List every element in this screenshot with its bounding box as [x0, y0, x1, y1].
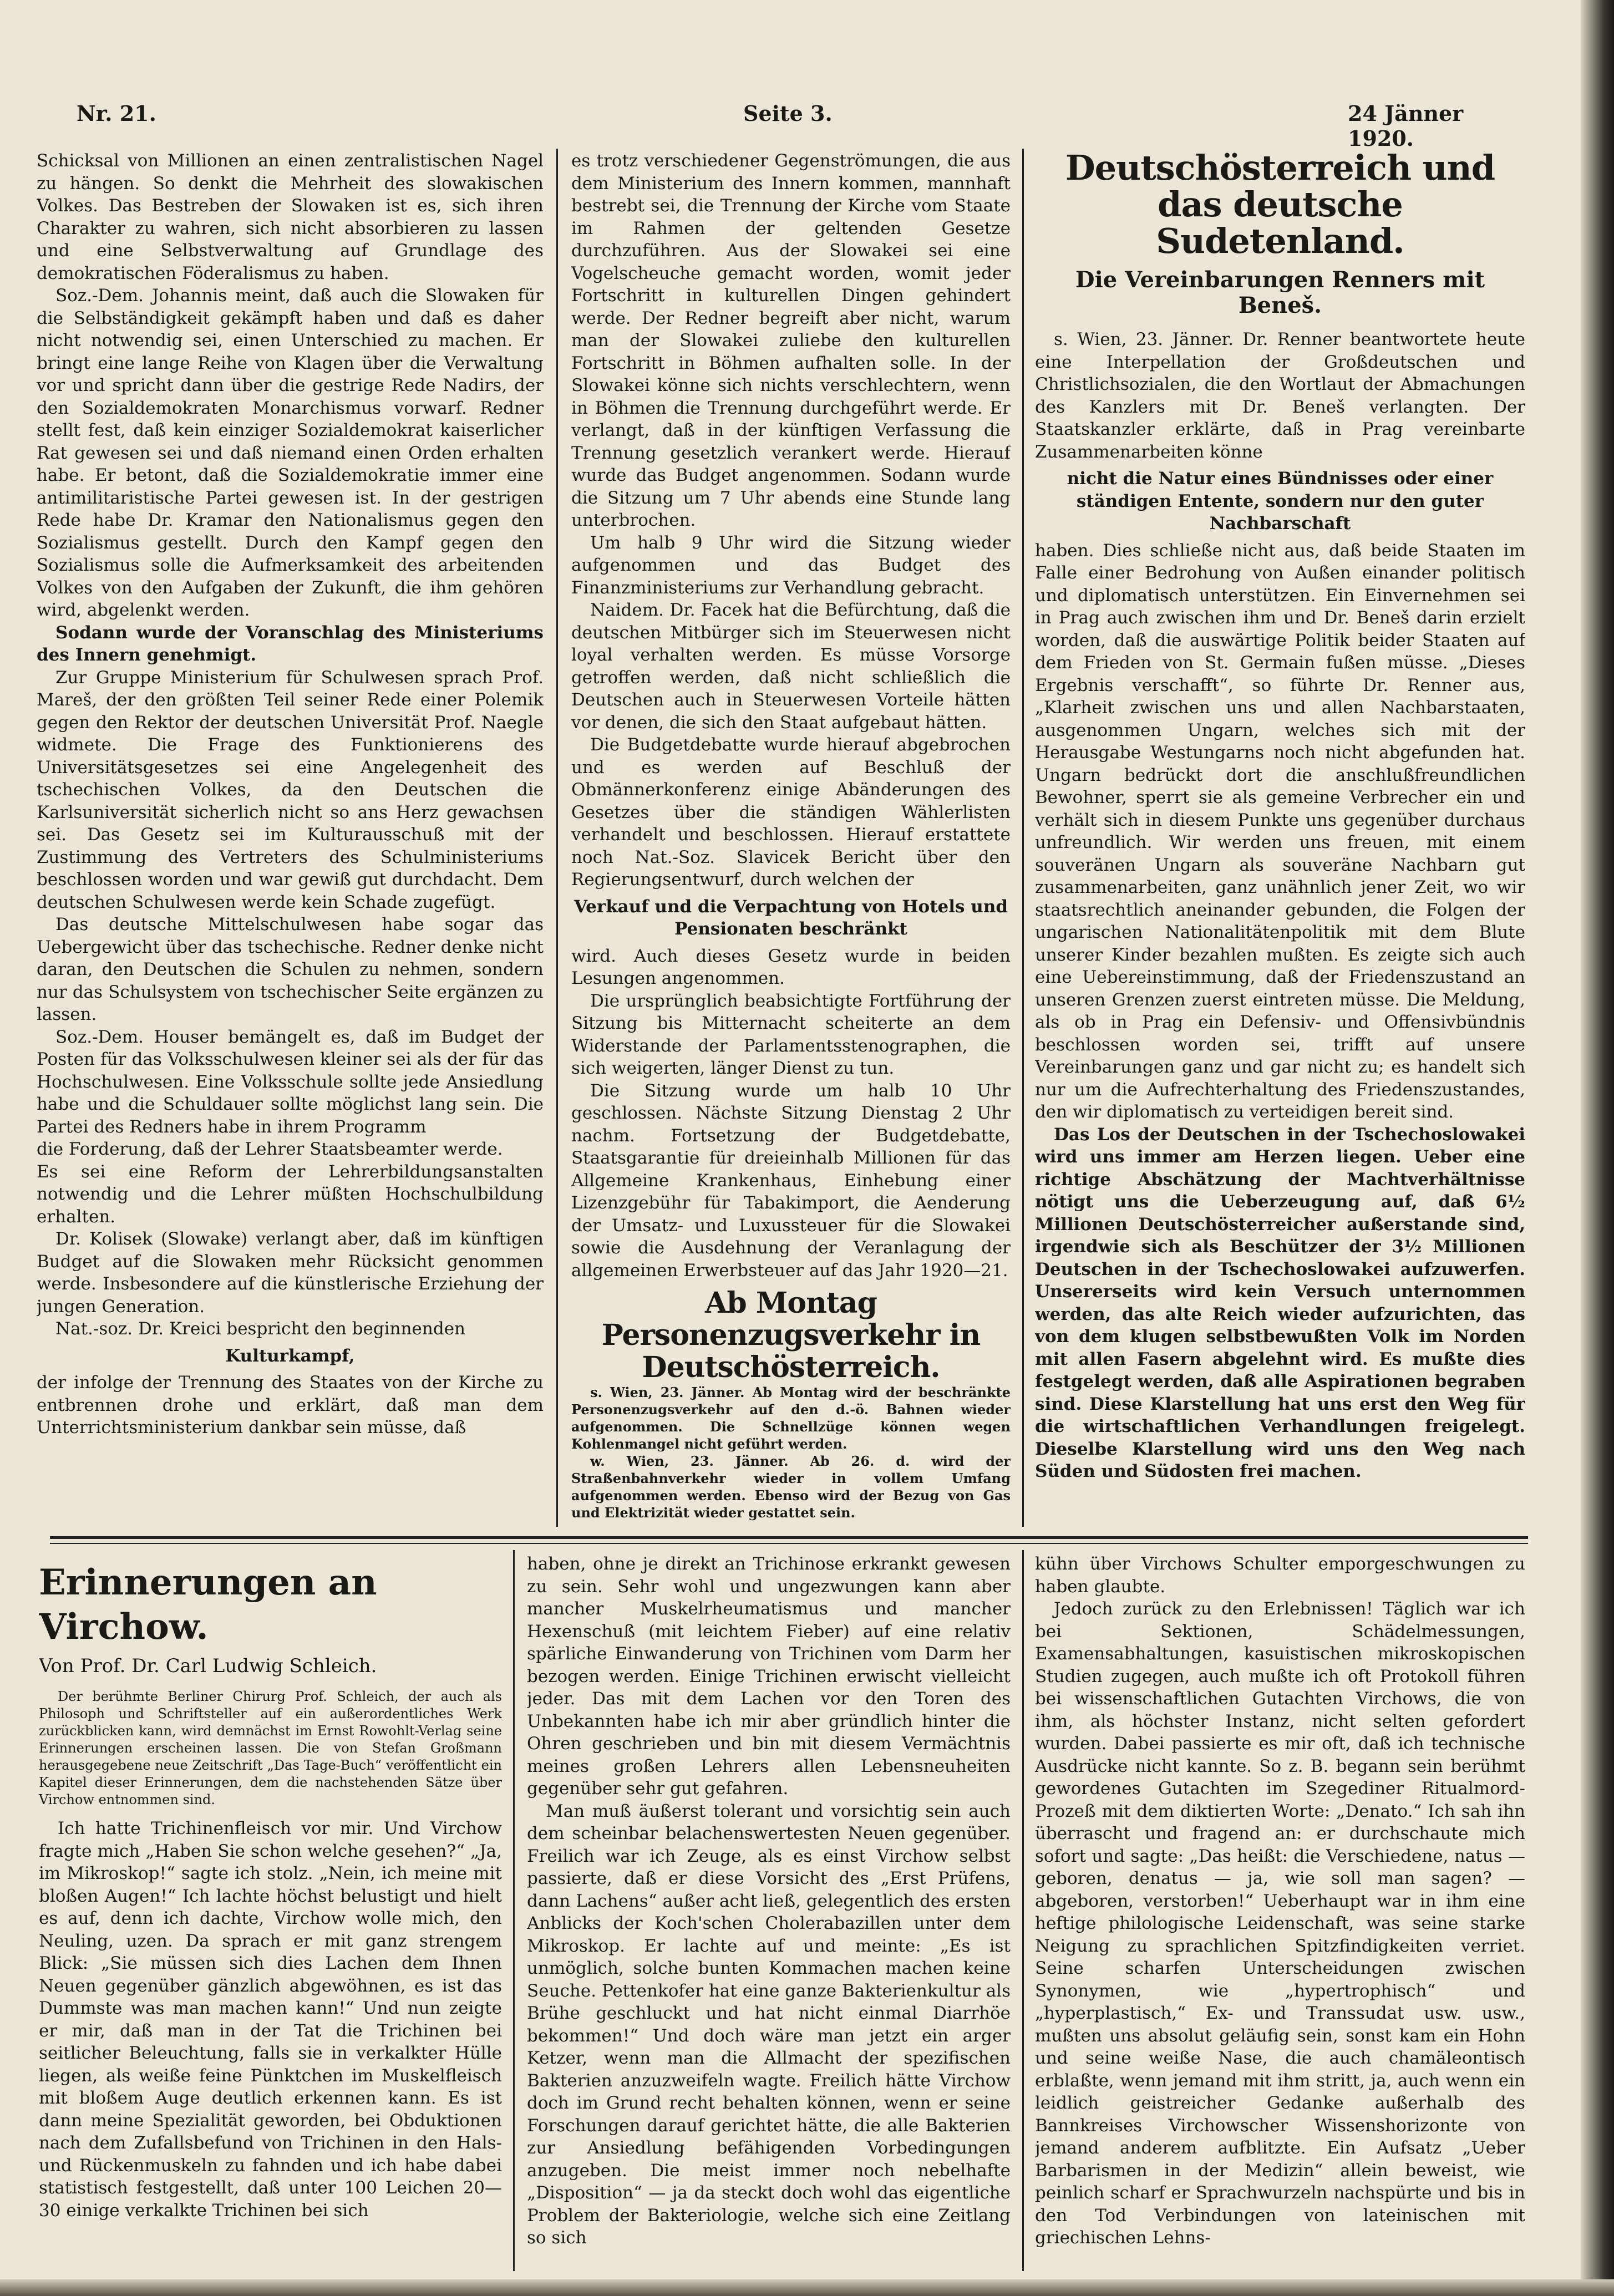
section-divider	[50, 1536, 1528, 1539]
article-paragraph: Um halb 9 Uhr wird die Sitzung wieder aufgenommen und das Budget des Finanzministeriums zur Verhandlung gebracht.	[571, 532, 1011, 598]
feuilleton-column-1	[39, 1553, 502, 2274]
feuilleton-column-2	[527, 1553, 1011, 2274]
article-paragraph: Nat.-soz. Dr. Kreici bespricht den beginnenden	[55, 1319, 466, 1339]
article-paragraph: Zur Gruppe Ministerium für Schulwesen sprach Prof. Mareš, der den größten Teil seiner Rede einer Polemik gegen den Rektor der deutschen Universität Prof. Naegle widmete. Die Frage des Funktionierens des Universitätsgesetzes sei eine Angelegenheit des tschechischen Volkes, da den Deutschen die Karlsuniversität sicherlich nicht so ans Herz gewachsen sei. Das Gesetz sei im Kulturausschuß mit der Zustimmung des Vertreters des Schulministeriums beschlossen worden und war gewiß gut durchdacht. Dem deutschen Schulwesen werde kein Schade zugefügt.	[37, 667, 544, 912]
feuilleton-paragraph: kühn über Virchows Schulter emporgeschwungen zu haben glaubte.	[1035, 1554, 1525, 1597]
article-paragraph: Sodann wurde der Voranschlag des Ministeriums des Innern genehmigt.	[37, 622, 544, 665]
article-subheading: nicht die Natur eines Bündnisses oder einer ständigen Entente, sondern nur den guter Nachbarschaft	[1067, 469, 1494, 534]
article-subheading: Verkauf und die Verpachtung von Hotels und Pensionaten beschränkt	[573, 896, 1008, 939]
article-subheading: Kulturkampf,	[225, 1345, 355, 1366]
article-paragraph: Naidem. Dr. Facek hat die Befürchtung, daß die deutschen Mitbürger sich im Steuerwesen nicht loyal verhalten werden. Es müsse Vorsorge getroffen werden, daß nicht schließlich die Deutschen auch in Steuerwesen Vorteile hätten vor denen, die sich den Staat aufgebaut hätten.	[571, 600, 1011, 733]
article-subtitle: Die Vereinbarungen Renners mit Beneš.	[1075, 267, 1485, 318]
article-paragraph: Dr. Kolisek (Slowake) verlangt aber, daß im künftigen Budget auf die Slowaken mehr Rücksicht genommen werde. Insbesondere auf die künstlerische Erziehung der jungen Generation.	[37, 1229, 544, 1317]
feuilleton-byline: Von Prof. Dr. Carl Ludwig Schleich.	[39, 1655, 377, 1677]
article-paragraph: der infolge der Trennung des Staates von der Kirche zu entbrennen drohe und erklärt, daß man dem Unterrichtsministerium dankbar sein müsse, daß	[37, 1373, 544, 1437]
article-headline: Deutschösterreich und das deutsche Sudetenland.	[1065, 150, 1495, 261]
feuilleton-title: Erinnerungen an Virchow.	[39, 1562, 377, 1648]
feuilleton-paragraph: Ich hatte Trichinenfleisch vor mir. Und Virchow fragte mich „Haben Sie schon welche gesehen?“ „Ja, im Mikroskop!“ sagte ich stolz. „Nein, ich meine mit bloßen Augen!“ Ich lachte höchst belustigt und hielt es auf, denn ich dachte, Virchow wolle mich, den Neuling, uzen. Da sprach er mit ganz strengem Blick: „Sie müssen sich dies Lachen dem Ihnen Neuen gegenüber gänzlich abgewöhnen, es ist das Dummste was man machen kann!“ Und nun zeigte er mir, daß man in der Tat die Trichinen bei seitlicher Beleuchtung, falls sie in verkalkter Hülle liegen, als weiße feine Pünktchen im Muskelfleisch mit bloßem Auge deutlich erkennen kann. Es ist dann meine Spezialität geworden, bei Obduktionen nach dem Zufallsbefund von Trichinen in den Hals- und Rückenmuskeln zu fahnden und ich habe dabei statistisch festgestellt, daß unter 100 Leichen 20—30 einige verkalkte Trichinen bei sich	[39, 1818, 502, 2221]
article-paragraph: Es sei eine Reform der Lehrerbildungsanstalten notwendig und die Lehrer müßten Hochschulbildung erhalten.	[37, 1161, 544, 1227]
issue-date: 24 Jänner 1920.	[1348, 101, 1464, 151]
article-paragraph: Die ursprünglich beabsichtigte Fortführung der Sitzung bis Mitternacht scheiterte an dem Widerstande der Parlamentsstenographen, die sich weigerten, länger Dienst zu tun.	[571, 990, 1011, 1078]
article-paragraph: Das deutsche Mittelschulwesen habe sogar das Uebergewicht über das tschechische. Redner denke nicht daran, den Deutschen die Schulen zu nehmen, sondern nur das Schulsystem von tschechischer Seite ergänzen zu lassen.	[37, 915, 544, 1024]
feuilleton-paragraph: Man muß äußerst tolerant und vorsichtig sein auch dem scheinbar belachenswertesten Neuen gegenüber. Freilich war ich Zeuge, als es einst Virchow selbst passierte, daß er diese Vorsicht des „Erst Prüfens, dann Lachens“ außer acht ließ, gelegentlich des ersten Anblicks der Koch'schen Cholerabazillen unter dem Mikroskop. Er lachte auf und meinte: „Es ist unmöglich, solche bunten Kommachen machen keine Seuche. Pettenkofer hat eine ganze Bakterienkultur als Brühe geschluckt und hat nicht einmal Diarrhöe bekommen!“ Und doch wäre man jetzt ein arger Ketzer, wenn man die Allmacht der spezifischen Bakterien anzuzweifeln wagte. Freilich hätte Virchow doch im Grund recht behalten können, wenn er seine Forschungen darauf gerichtet hätte, die alle Bakterien zur Ansiedlung befähigenden Vorbedingungen anzugeben. Die meist immer noch nebelhafte „Disposition“ — ja da steckt doch wohl das eigentliche Problem der Bakteriologie, welche sich eine Zeitlang so sich	[527, 1801, 1011, 2248]
news-note: w. Wien, 23. Jänner. Ab 26. d. wird der Straßenbahnverkehr wieder in vollem Umfang aufgenommen werden. Ebenso wird der Bezug von Gas und Elektrizität wieder gestattet sein.	[571, 1453, 1011, 1521]
article-headline: Ab Montag Personenzugsverkehr in Deutschösterreich.	[601, 1286, 981, 1384]
column-rule	[556, 149, 558, 1527]
article-paragraph: Soz.-Dem. Johannis meint, daß auch die Slowaken für die Selbständigkeit gekämpft haben und daß es daher nicht notwendig sei, einen Unterschied zu machen. Er bringt eine lange Reihe von Klagen über die Verwaltung vor und spricht dann über die gestrige Rede Nadirs, der den Sozialdemokraten Monarchismus vorwarf. Redner stellt fest, daß kein einziger Sozialdemokrat kaiserlicher Rat gewesen sei und daß niemand einen Orden erhalten habe. Er betont, daß die Sozialdemokratie immer eine antimilitaristische Partei gewesen ist. In der gestrigen Rede habe Dr. Kramar den Nationalismus gegen den Sozialismus gestellt. Durch den Kampf gegen den Sozialismus solle die Aufmerksamkeit des arbeitenden Volkes von den Aufgaben der Zukunft, die ihm gehören wird, abgelenkt werden.	[37, 286, 544, 620]
article-paragraph: Schicksal von Millionen an einen zentralistischen Nagel zu hängen. So denkt die Mehrheit des slowakischen Volkes. Das Bestreben der Slowaken ist es, sich ihren Charakter zu wahren, sich nicht absorbieren zu lassen und eine Selbstverwaltung auf Grundlage des demokratischen Föderalismus zu haben.	[37, 151, 544, 283]
scan-edge	[1581, 0, 1614, 2296]
article-paragraph: Soz.-Dem. Houser bemängelt es, daß im Budget der Posten für das Volksschulwesen kleiner sei als der für das Hochschulwesen. Eine Volksschule sollte jede Ansiedlung habe und die Schuldauer sollte möglichst lang sein. Die Partei des Redners habe in ihrem Programm	[37, 1027, 544, 1137]
feuilleton-paragraph: haben, ohne je direkt an Trichinose erkrankt gewesen zu sein. Sehr wohl und ungezwungen kann aber mancher Muskelrheumatismus und mancher Hexenschuß (mit leichtem Fieber) auf eine relativ spärliche Einwanderung von Trichinen vom Darm her bezogen werden. Einige Trichinen erwischt vielleicht jeder. Das mit dem Lachen vor den Toren des Unbekannten habe ich mir aber gründlich hinter die Ohren geschrieben und bin mit diesem Vermächtnis meines großen Lehrers allen Lebensneuheiten gegenüber sehr gut gefahren.	[527, 1554, 1011, 1799]
page-number: Seite 3.	[743, 101, 833, 126]
article-paragraph: Das Los der Deutschen in der Tschechoslowakei wird uns immer am Herzen liegen. Ueber eine richtige Abschätzung der Machtverhältnisse nötigt uns die Ueberzeugung auf, daß 6½ Millionen Deutschösterreicher außerstande sind, irgendwie sich als Beschützer der 3½ Millionen Deutschen in der Tschechoslowakei aufzuwerfen. Unsererseits wird kein Versuch unternommen werden, das alte Reich wieder aufzurichten, das von dem klugen selbstbewußten Volk im Norden mit allen Fasern abgelehnt wird. Es mußte dies festgelegt werden, daß alle Aspirationen begraben sind. Diese Klarstellung hat uns erst den Weg für die wirtschaftlichen Verhandlungen freigelegt. Dieselbe Klarstellung wird uns den Weg nach Süden und Südosten frei machen.	[1035, 1124, 1525, 1481]
column-sudetenland-article	[1035, 150, 1525, 1525]
article-paragraph: die Forderung, daß der Lehrer Staatsbeamter werde.	[37, 1139, 503, 1159]
column-parliament-continued	[571, 150, 1011, 1525]
column-rule	[513, 1550, 515, 2271]
section-divider	[50, 1543, 1528, 1544]
article-paragraph: wird. Auch dieses Gesetz wurde in beiden Lesungen angenommen.	[571, 946, 1011, 988]
column-parliament-report	[37, 150, 544, 1525]
article-paragraph: es trotz verschiedener Gegenströmungen, die aus dem Ministerium des Innern kommen, mannhaft bestrebt sei, die Trennung der Kirche vom Staate im Rahmen der geltenden Gesetze durchzuführen. Aus der Slowakei sei eine Vogelscheuche gemacht worden, womit jeder Fortschritt in kulturellen Dingen gehindert werde. Der Redner begreift aber nicht, warum man der Slowakei zuliebe den kulturellen Fortschritt in Böhmen aufhalten solle. In der Slowakei könne sich nichts verschlechtern, wenn in Böhmen die Trennung durchgeführt werde. Er verlangt, daß in der künftigen Verfassung die Trennung gesetzlich verankert werde. Hierauf wurde das Budget angenommen. Sodann wurde die Sitzung um 7 Uhr abends eine Stunde lang unterbrochen.	[571, 151, 1011, 530]
scan-edge	[0, 2279, 1614, 2296]
feuilleton-intro: Der berühmte Berliner Chirurg Prof. Schleich, der auch als Philosoph und Schriftsteller auf ein außerordentliches Werk zurückblicken kann, wird demnächst im Ernst Rowohlt-Verlag seine Erinnerungen erscheinen lassen. Die von Stefan Großmann herausgegebene neue Zeitschrift „Das Tage-Buch“ veröffentlicht ein Kapitel dieser Erinnerungen, dem die nachstehenden Sätze über Virchow entnommen sind.	[39, 1689, 502, 1807]
issue-number: Nr. 21.	[77, 101, 156, 126]
feuilleton-paragraph: Jedoch zurück zu den Erlebnissen! Täglich war ich bei Sektionen, Schädelmessungen, Examensabhaltungen, kasuistischen mikroskopischen Studien zugegen, auch mußte ich oft Protokoll führen bei wissenschaftlichen Gutachten Virchows, die von ihm, als höchster Instanz, nicht selten gefordert wurden. Dabei passierte es mir oft, daß ich technische Ausdrücke nicht kannte. So z. B. begann sein berühmt gewordenes Gutachten im Szegediner Ritualmord-Prozeß mit dem diktierten Worte: „Denato.“ Ich sah ihn überrascht und fragend an: er durchschaute mich sofort und sagte: „Das heißt: die Verschiedene, natus — geboren, denatus — ja, wie soll man sagen? — abgeboren, verstorben!“ Ueberhaupt war in ihm eine heftige philologische Leidenschaft, was seine starke Neigung zu sprachlichen Spitzfindigkeiten verriet. Seine scharfen Unterscheidungen zwischen Synonymen, wie „hypertrophisch“ und „hyperplastisch,“ Ex- und Transsudat usw. usw., mußten uns absolut geläufig sein, sonst kam ein Hohn und seine weiße Nase, die auch chamäleontisch erblaßte, wenn jemand mit ihm stritt, ja, auch wenn ein leidlich geistreicher Gedanke außerhalb des Bannkreises Virchowscher Wissenshorizonte von jemand anderem aufblitzte. Ein Aufsatz „Ueber Barbarismen in der Medizin“ allein beweist, wie peinlich scharf er Sprachwurzeln nachspürte und bis in den Tod Verbindungen von lateinischen mit griechischen Lehns-	[1035, 1599, 1525, 2248]
news-note: s. Wien, 23. Jänner. Ab Montag wird der beschränkte Personenzugsverkehr auf den d.-ö. Bahnen wieder aufgenommen. Die Schnellzüge können wegen Kohlenmangel nicht geführt werden.	[571, 1384, 1011, 1452]
column-rule	[1022, 1550, 1024, 2271]
column-rule	[1022, 149, 1024, 1527]
article-paragraph: Die Budgetdebatte wurde hierauf abgebrochen und es werden auf Beschluß der Obmännerkonferenz einige Abänderungen des Gesetzes über die ständigen Wählerlisten verhandelt und beschlossen. Hierauf erstattete noch Nat.-Soz. Slavicek Bericht über den Regierungsentwurf, durch welchen der	[571, 735, 1011, 890]
article-paragraph: Die Sitzung wurde um halb 10 Uhr geschlossen. Nächste Sitzung Dienstag 2 Uhr nachm. Fortsetzung der Budgetdebatte, Staatsgarantie für dreieinhalb Millionen für das Allgemeine Krankenhaus, Einhebung einer Lizenzgebühr für Tabakimport, die Aenderung der Umsatz- und Luxussteuer für die Slowakei sowie die Ausdehnung der Veranlagung der allgemeinen Erwerbsteuer auf das Jahr 1920—21.	[571, 1080, 1011, 1281]
feuilleton-column-3	[1035, 1553, 1525, 2274]
article-paragraph: haben. Dies schließe nicht aus, daß beide Staaten im Falle einer Bedrohung von Außen einander politisch und diplomatisch unterstützen. Ein Einvernehmen sei in Prag auch zwischen ihm und Dr. Beneš darin erzielt worden, daß die auswärtige Politik beider Staaten auf dem Frieden von St. Germain fußen müsse. „Dieses Ergebnis verschafft“, so führte Dr. Renner aus, „Klarheit zwischen uns und allen Nachbarstaaten, ausgenommen Ungarn, welches sich mit der Herausgabe Westungarns noch nicht abgefunden hat. Ungarn bedrückt dort die anschlußfreundlichen Bewohner, sperrt sie als gemeine Verbrecher ein und verhält sich in diesem Punkte uns gegenüber durchaus unfreundlich. Wir werden uns freuen, mit einem souveränen Ungarn als souveräne Nachbarn gut zusammenarbeiten, ganz unähnlich jener Zeit, wo wir staatsrechtlich aneinander gebunden, die Folgen der ungarischen Nationalitätenpolitik mit dem Blute unserer Kinder bezahlen mußten. Es zeigte sich auch eine Uebereinstimmung, daß der Friedenszustand an unseren Grenzen zuerst eintreten müsse. Die Meldung, als ob in Prag ein Defensiv- und Offensivbündnis beschlossen worden sei, trifft auf unsere Vereinbarungen ganz und gar nicht zu; es handelt sich nur um die Aufrechterhaltung des Friedenszustandes, den wir diplomatisch zu verteidigen bereit sind.	[1035, 540, 1525, 1122]
article-paragraph: s. Wien, 23. Jänner. Dr. Renner beantwortete heute eine Interpellation der Großdeutschen und Christlichsozialen, die den Wortlaut der Abmachungen des Kanzlers mit Dr. Beneš verlangten. Der Staatskanzler erklärte, daß in Prag vereinbarte Zusammenarbeiten könne	[1035, 329, 1525, 462]
page-header	[50, 101, 1525, 151]
